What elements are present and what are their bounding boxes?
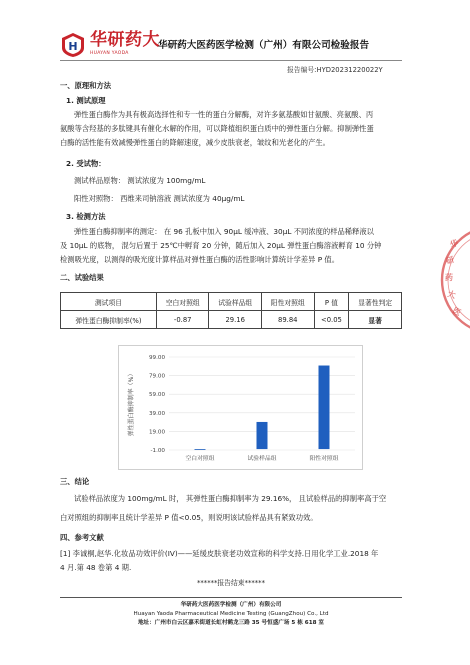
- company-seal-stamp: [438, 220, 470, 340]
- report-title: 华研药大医药医学检测（广州）有限公司检验报告: [158, 40, 370, 51]
- x-category-label: 试验样品组: [247, 456, 277, 462]
- footer-address: 地址：广州市白云区嘉禾街道长虹村鹤龙三路 35 号恒盛广场 5 栋 618 室: [137, 620, 325, 626]
- bar: [257, 422, 268, 449]
- section-1-title: 一、原理和方法: [60, 81, 112, 90]
- bar: [195, 449, 206, 450]
- principle-line-1: 弹性蛋白酶作为具有极高选择性和专一性的蛋白分解酶，对许多氨基酸如甘氨酸、亮氨酸、丙: [74, 110, 374, 119]
- table-cell: -0.87: [156, 311, 209, 329]
- table-header-cell: 显著性判定: [349, 293, 402, 311]
- svg-text:医: 医: [451, 305, 463, 318]
- footer-company-cn: 华研药大医药医学检测（广州）有限公司: [180, 602, 282, 608]
- y-tick-label: 79.00: [148, 373, 165, 380]
- table-cell: <0.05: [314, 311, 349, 329]
- x-category-label: 空白对照组: [185, 456, 215, 462]
- table-cell: 显著: [349, 311, 402, 329]
- y-tick-label: 59.00: [148, 392, 165, 399]
- footer-company-en: Huayan Yaoda Pharmaceutical Medicine Testing (GuangZhou) Co., Ltd: [133, 611, 329, 617]
- positive-control-line: 阳性对照物： 西维来司钠溶液 测试浓度为 40μg/mL: [74, 194, 245, 203]
- bar: [319, 366, 330, 450]
- chart-canvas: [119, 346, 362, 469]
- svg-text:药: 药: [445, 273, 453, 282]
- table-header-cell: P 值: [314, 293, 349, 311]
- section-1-1-title: 1. 测试原理: [66, 96, 106, 105]
- x-category-label: 阳性对照组: [309, 456, 339, 462]
- reference-line-2: 4 月.第 48 卷第 4 期.: [60, 563, 132, 572]
- company-logo-icon: [60, 32, 86, 58]
- method-line-1: 弹性蛋白酶抑制率的测定： 在 96 孔板中加入 90μL 缓冲液、30μL 不同浓度的样品稀释液以: [74, 227, 374, 236]
- header-divider: [60, 60, 402, 61]
- table-header-cell: 阳性对照组: [262, 293, 315, 311]
- table-header-cell: 试验样品组: [209, 293, 262, 311]
- method-line-3: 检测吸光度，以测得的吸光度计算样品对弹性蛋白酶的活性影响计算统计学差异 P 值。: [60, 255, 340, 264]
- method-line-2: 及 10μL 的底物， 混匀后置于 25℃中孵育 20 分钟，随后加入 20μL 弹性蛋白酶溶液孵育 10 分钟: [60, 241, 382, 250]
- svg-text:大: 大: [446, 289, 457, 301]
- brand-subtitle: HUAYAN YAODA: [90, 51, 129, 56]
- footer-divider: [60, 597, 402, 598]
- y-tick-label: -1.00: [150, 448, 165, 454]
- report-number: 报告编号:HYD20231220022Y: [287, 66, 383, 74]
- y-axis-label: 弹性蛋白酶抑制率（%）: [128, 370, 135, 437]
- section-2-title: 二、试验结果: [60, 273, 104, 282]
- results-table: [60, 292, 402, 329]
- report-end-marker: ******报告结束******: [197, 579, 265, 587]
- brand-name: 华研药大: [90, 30, 160, 50]
- table-cell: 89.84: [262, 311, 315, 329]
- section-3-title: 三、结论: [60, 477, 90, 486]
- table-cell: 29.16: [209, 311, 262, 329]
- svg-text:华: 华: [448, 238, 461, 250]
- test-sample-line: 测试样品原物： 测试浓度为 100mg/mL: [74, 176, 206, 185]
- section-1-3-title: 3. 检测方法: [66, 212, 106, 221]
- principle-line-2: 氨酸等含羟基的多肽键具有催化水解的作用，可以降植组织蛋白质中的弹性蛋白分解。抑制弹性蛋: [60, 124, 374, 133]
- y-tick-label: 19.00: [148, 429, 165, 436]
- table-cell: 弹性蛋白酶抑制率(%): [61, 311, 157, 329]
- section-4-title: 四、参考文献: [60, 533, 104, 542]
- table-row: [61, 311, 402, 329]
- inhibition-chart: [118, 345, 363, 470]
- y-tick-label: 39.00: [148, 410, 165, 417]
- table-header-cell: 空白对照组: [156, 293, 209, 311]
- y-tick-label: 99.00: [148, 355, 165, 361]
- table-header-cell: 测试项目: [61, 293, 157, 311]
- table-header-row: [61, 293, 402, 311]
- reference-line-1: [1] 李诚桐,赵华.化妆品功效评价(IV)——延缓皮肤衰老功效宣称的科学支持.日用化学工业.2018 年: [60, 549, 379, 558]
- principle-line-3: 白酶的活性能有效减慢弹性蛋白的降解速度，减少皮肤衰老，皱纹和光老化的产生。: [60, 138, 330, 147]
- conclusion-line-2: 白对照组的抑制率且统计学差异 P 值<0.05，则说明该试验样品具有紧致功效。: [60, 513, 318, 522]
- conclusion-line-1: 试验样品浓度为 100mg/mL 时， 其弹性蛋白酶抑制率为 29.16%， 且试验样品的抑制率高于空: [74, 494, 387, 503]
- svg-text:研: 研: [445, 255, 456, 266]
- svg-text:H: H: [68, 40, 78, 53]
- section-1-2-title: 2. 受试物：: [66, 159, 106, 168]
